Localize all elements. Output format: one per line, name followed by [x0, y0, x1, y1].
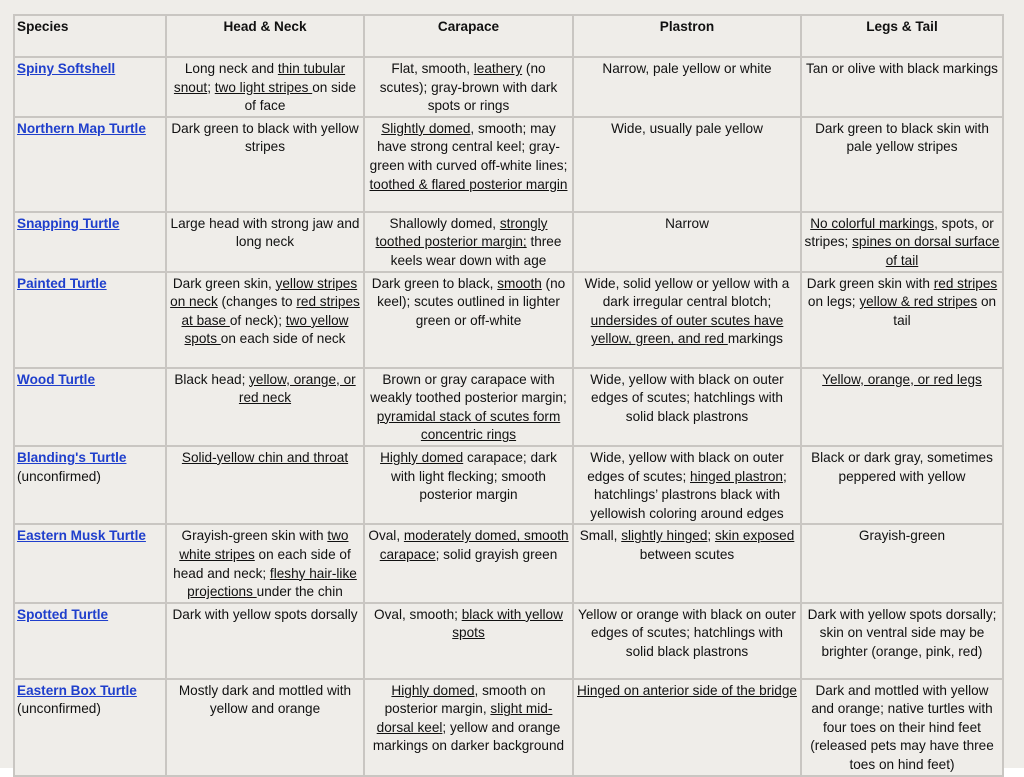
underlined-text: Hinged on anterior side of the bridge [577, 682, 797, 698]
plastron-cell [573, 272, 801, 368]
underlined-text: pyramidal stack of scutes form concentric rings [376, 408, 561, 443]
cell-text: ; [207, 79, 215, 95]
species-cell [14, 368, 166, 446]
underlined-text: No colorful markings [810, 215, 935, 231]
underlined-text: Highly domed [391, 682, 475, 698]
cell-text: Dark green to black with yellow stripes [171, 120, 359, 155]
cell-text: Dark green skin, [172, 275, 276, 291]
underlined-text: two yellow spots [184, 312, 349, 347]
underlined-text: thin tubular snout [173, 61, 346, 95]
cell-text: of neck); [229, 312, 286, 328]
species-cell [14, 212, 166, 272]
underlined-text: red stripes [933, 275, 998, 291]
carapace-cell [364, 446, 573, 524]
underlined-text: two light stripes [214, 79, 313, 95]
plastron-cell [573, 212, 801, 272]
head-neck-cell [166, 603, 364, 679]
underlined-text: strongly toothed posterior margin; [375, 215, 548, 250]
cell-text: ; hatchlings’ plastrons black with yellowish coloring around edges [590, 468, 787, 521]
cell-text: markings [727, 331, 783, 347]
cell-text: Tan or olive with black markings [806, 61, 998, 76]
header-row [14, 15, 1003, 57]
cell-text: Narrow, pale yellow or white [602, 61, 772, 76]
underlined-text: two white stripes [179, 528, 349, 562]
underlined-text: moderately domed, smooth carapace [379, 528, 569, 562]
cell-text: Black head; [174, 371, 250, 387]
cell-text: , smooth; may have strong central keel; gray-green with curved off-white lines; [369, 120, 568, 173]
cell-text: (changes to [217, 294, 297, 310]
cell-text: Yellow or orange with black on outer edges of scutes; hatchlings with solid black plastrons [578, 606, 796, 659]
cell-text: (no scutes); gray-brown with dark spots or rings [379, 61, 558, 114]
species-link[interactable]: Spotted Turtle [17, 606, 109, 622]
underlined-text: fleshy hair-like projections [187, 565, 357, 600]
head-neck-cell [166, 446, 364, 524]
species-cell [14, 679, 166, 776]
plastron-cell [573, 603, 801, 679]
cell-text: Flat, smooth, [391, 61, 474, 76]
cell-text: on side of face [244, 79, 357, 114]
carapace-cell [364, 524, 573, 602]
cell-text: Narrow [665, 215, 709, 231]
cell-text: Large head with strong jaw and long neck [170, 215, 360, 250]
underlined-text: yellow & red stripes [859, 294, 978, 310]
legs-tail-cell [801, 212, 1003, 272]
cell-text: on legs; [807, 294, 860, 310]
header-carapace: Carapace [364, 15, 573, 57]
table-body [14, 57, 1003, 776]
carapace-cell [364, 272, 573, 368]
plastron-cell [573, 117, 801, 212]
cell-text: on each side of neck [220, 331, 346, 347]
carapace-cell [364, 603, 573, 679]
cell-text: Dark green to black, [371, 275, 498, 291]
carapace-cell [364, 117, 573, 212]
plastron-cell [573, 368, 801, 446]
table-row [14, 368, 1003, 446]
species-cell [14, 524, 166, 602]
carapace-cell [364, 57, 573, 117]
underlined-text: Highly domed [380, 449, 464, 465]
cell-text: ; yellow and orange markings on darker background [372, 719, 565, 754]
cell-text: , smooth on posterior margin, [384, 682, 546, 717]
table-row [14, 57, 1003, 117]
cell-text: Dark and mottled with yellow and orange; native turtles with four toes on their hind feet (released pets may have three toes on hind feet) [810, 682, 994, 773]
header-head-neck: Head & Neck [166, 15, 364, 57]
underlined-text: red stripes at base [181, 294, 360, 328]
species-link[interactable]: Eastern Musk Turtle [17, 528, 146, 544]
carapace-cell [364, 368, 573, 446]
header-legs-tail: Legs & Tail [801, 15, 1003, 57]
species-cell [14, 57, 166, 117]
cell-text: carapace; dark with light flecking; smooth posterior margin [391, 449, 557, 503]
species-cell [14, 603, 166, 679]
head-neck-cell [166, 117, 364, 212]
head-neck-cell [166, 679, 364, 776]
cell-text: Wide, solid yellow or yellow with a dark irregular central blotch; [584, 275, 790, 310]
cell-text: on each side of head and neck; [173, 546, 351, 581]
species-link[interactable]: Spiny Softshell [17, 61, 116, 76]
head-neck-cell [166, 368, 364, 446]
underlined-text: leathery [473, 61, 523, 76]
cell-text: Black or dark gray, sometimes peppered with yellow [811, 449, 993, 484]
cell-text: Oval, [368, 528, 404, 544]
species-link[interactable]: Blanding's Turtle [17, 449, 127, 465]
plastron-cell [573, 679, 801, 776]
table-row [14, 212, 1003, 272]
cell-text: Dark green to black skin with pale yellow stripes [815, 120, 989, 155]
cell-text: between scutes [639, 546, 735, 562]
plastron-cell [573, 446, 801, 524]
legs-tail-cell [801, 117, 1003, 212]
underlined-text: smooth [497, 275, 542, 291]
species-link[interactable]: Painted Turtle [17, 275, 107, 291]
underlined-text: hinged plastron [690, 468, 783, 484]
legs-tail-cell [801, 57, 1003, 117]
underlined-text: undersides of outer scutes have yellow, green, and red [590, 312, 784, 347]
header-plastron: Plastron [573, 15, 801, 57]
plastron-cell [573, 524, 801, 602]
legs-tail-cell [801, 368, 1003, 446]
underlined-text: yellow stripes on neck [170, 275, 358, 310]
head-neck-cell [166, 524, 364, 602]
species-note: (unconfirmed) [17, 701, 101, 717]
cell-text: ; [707, 528, 715, 544]
cell-text: Shallowly domed, [389, 215, 500, 231]
carapace-cell [364, 679, 573, 776]
cell-text: Long neck and [184, 61, 278, 76]
head-neck-cell [166, 57, 364, 117]
cell-text: under the chin [256, 584, 343, 600]
cell-text: (no keel); scutes outlined in lighter green or off-white [377, 275, 566, 328]
cell-text: Dark with yellow spots dorsally; skin on ventral side may be brighter (orange, pink, red) [807, 606, 997, 659]
underlined-text: Solid-yellow chin and throat [181, 449, 349, 465]
head-neck-cell [166, 212, 364, 272]
species-cell [14, 446, 166, 524]
table-row [14, 446, 1003, 524]
cell-text: Wide, usually pale yellow [611, 120, 763, 136]
carapace-cell [364, 212, 573, 272]
underlined-text: slight mid-dorsal keel [376, 701, 553, 735]
cell-text: Dark green skin with [806, 275, 934, 291]
plastron-cell [573, 57, 801, 117]
species-link[interactable]: Snapping Turtle [17, 215, 120, 231]
cell-text: Grayish-green skin with [181, 528, 328, 544]
cell-text: Wide, yellow with black on outer edges of scutes; hatchlings with solid black plastrons [590, 371, 784, 424]
species-link[interactable]: Northern Map Turtle [17, 120, 146, 136]
table-row [14, 603, 1003, 679]
underlined-text: black with yellow spots [452, 606, 563, 641]
underlined-text: slightly hinged [621, 528, 708, 544]
species-cell [14, 117, 166, 212]
cell-text: Brown or gray carapace with weakly toothed posterior margin; [370, 371, 567, 406]
legs-tail-cell [801, 446, 1003, 524]
cell-text: , spots, or stripes; [804, 215, 994, 250]
cell-text: Oval, smooth; [374, 606, 462, 622]
species-link[interactable]: Wood Turtle [17, 371, 96, 387]
table-row [14, 117, 1003, 212]
cell-text: on tail [893, 294, 997, 328]
species-note: (unconfirmed) [17, 468, 101, 484]
table-row [14, 524, 1003, 602]
cell-text: Small, [579, 528, 622, 544]
cell-text: Grayish-green [858, 528, 946, 544]
table-row [14, 679, 1003, 776]
turtle-comparison-table [13, 14, 1004, 777]
underlined-text: spines on dorsal surface of tail [852, 234, 1000, 268]
legs-tail-cell [801, 603, 1003, 679]
underlined-text: yellow, orange, or red neck [238, 371, 356, 406]
underlined-text: Slightly domed [381, 120, 471, 136]
legs-tail-cell [801, 679, 1003, 776]
table-row [14, 272, 1003, 368]
underlined-text: Yellow, orange, or red legs [822, 371, 982, 387]
cell-text: Mostly dark and mottled with yellow and orange [178, 682, 352, 717]
head-neck-cell [166, 272, 364, 368]
species-link[interactable]: Eastern Box Turtle [17, 682, 137, 698]
cell-text: Wide, yellow with black on outer edges of scutes; [587, 449, 784, 484]
underlined-text: skin exposed [714, 528, 795, 544]
legs-tail-cell [801, 272, 1003, 368]
species-cell [14, 272, 166, 368]
cell-text: Dark with yellow spots dorsally [172, 606, 358, 622]
header-species: Species [14, 15, 166, 57]
cell-text: three keels wear down with age [390, 234, 562, 268]
cell-text: ; solid grayish green [435, 546, 558, 562]
legs-tail-cell [801, 524, 1003, 602]
underlined-text: toothed & flared posterior margin [369, 176, 568, 192]
